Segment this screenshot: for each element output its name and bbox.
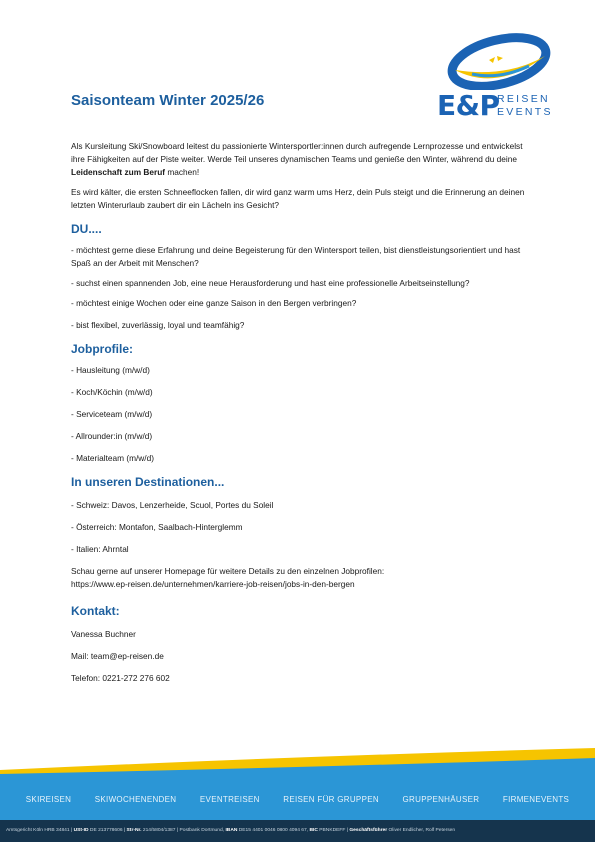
- logo-subtitle-reisen: REISEN: [497, 93, 550, 105]
- footer-nav-skireisen[interactable]: SKIREISEN: [25, 795, 72, 804]
- intro-paragraph-2: Es wird kälter, die ersten Schneeflocken fallen, dir wird ganz warm ums Herz, dein Puls steigt und die Erinnerung an deinen letzten Winterurlaub zaubert dir ein Lächeln ins Gesicht?: [71, 187, 525, 210]
- legal-label: BIC: [309, 828, 318, 833]
- footer-nav-skiwochenenden[interactable]: SKIWOCHENENDEN: [94, 795, 177, 804]
- legal-text: Amtsgericht Köln HRB 34841 |: [6, 828, 74, 833]
- contact-mail-link[interactable]: Mail: team@ep-reisen.de: [71, 651, 164, 661]
- homepage-link[interactable]: https://www.ep-reisen.de/unternehmen/karriere-job-reisen/jobs-in-den-bergen: [71, 579, 355, 589]
- section-heading-destinationen: In unseren Destinationen...: [71, 475, 225, 489]
- job-item: - Serviceteam (m/w/d): [71, 409, 153, 419]
- logo-brand-text: E&P: [437, 89, 500, 122]
- contact-name: Vanessa Buchner: [71, 629, 136, 639]
- legal-footer-bar: [0, 820, 595, 842]
- footer-nav-eventreisen[interactable]: EVENTREISEN: [199, 795, 260, 804]
- document-body: [71, 140, 531, 685]
- destination-item: - Italien: Ahrntal: [71, 544, 129, 554]
- du-item: - bist flexibel, zuverlässig, loyal und teamfähig?: [71, 320, 245, 330]
- section-heading-du: DU....: [71, 222, 102, 236]
- legal-label: IBAN: [225, 828, 238, 833]
- legal-text: 214/5804/1387 | Postbank Dortmund,: [141, 828, 226, 833]
- footer-nav-firmenevents[interactable]: FIRMENEVENTS: [502, 795, 570, 804]
- intro-text: Als Kursleitung Ski/Snowboard leitest du passionierte Wintersportler:innen durch aufregende Lernprozesse und entwickelst ihre Fähigkeiten auf der Piste weiter. Werde Teil unseres dynamischen Teams und genieße den Winter, während du deine: [71, 141, 523, 164]
- swoosh-logo-icon: [437, 30, 557, 90]
- job-item: - Hausleitung (m/w/d): [71, 365, 150, 375]
- legal-text: DE15 4401 0046 0800 4094 67,: [237, 828, 310, 833]
- footer-navigation: [0, 795, 595, 809]
- legal-label: USt-ID: [73, 828, 89, 833]
- job-item: - Allrounder:in (m/w/d): [71, 431, 153, 441]
- legal-label: Geschäftsführer: [349, 828, 388, 833]
- section-heading-kontakt: Kontakt:: [71, 604, 120, 618]
- legal-label: Str-Nr.: [126, 828, 142, 833]
- intro-paragraph-1: [71, 140, 531, 179]
- section-heading-jobprofile: Jobprofile:: [71, 342, 133, 356]
- legal-text: Oliver Endlicher, Rolf Petersen: [387, 828, 456, 833]
- homepage-text: Schau gerne auf unserer Homepage für weitere Details zu den einzelnen Jobprofilen:: [71, 566, 385, 576]
- du-item: - möchtest gerne diese Erfahrung und deine Begeisterung für den Wintersport teilen, bist dienstleistungsorientiert und hast Spaß an der Arbeit mit Menschen?: [71, 245, 521, 268]
- contact-phone: Telefon: 0221-272 276 602: [71, 673, 170, 683]
- intro-bold-text: Leidenschaft zum Beruf: [71, 167, 166, 177]
- intro-text-end: machen!: [165, 167, 200, 177]
- logo-subtitle-events: EVENTS: [497, 106, 553, 118]
- destination-item: - Österreich: Montafon, Saalbach-Hinterglemm: [71, 522, 243, 532]
- footer-nav-reisen-fuer-gruppen[interactable]: REISEN FÜR GRUPPEN: [283, 795, 379, 804]
- company-logo: [437, 30, 557, 122]
- job-item: - Koch/Köchin (m/w/d): [71, 387, 153, 397]
- page-title: Saisonteam Winter 2025/26: [71, 92, 265, 109]
- du-item: - möchtest einige Wochen oder eine ganze Saison in den Bergen verbringen?: [71, 298, 357, 308]
- du-item: - suchst einen spannenden Job, eine neue Herausforderung und hast eine professionelle Arbeitseinstellung?: [71, 278, 470, 288]
- legal-text: PBNKDEFF |: [317, 828, 350, 833]
- destination-item: - Schweiz: Davos, Lenzerheide, Scuol, Portes du Soleil: [71, 500, 274, 510]
- footer-nav-gruppenhaeuser[interactable]: GRUPPENHÄUSER: [402, 795, 480, 804]
- job-item: - Materialteam (m/w/d): [71, 453, 154, 463]
- legal-text: DE 213778606 |: [88, 828, 127, 833]
